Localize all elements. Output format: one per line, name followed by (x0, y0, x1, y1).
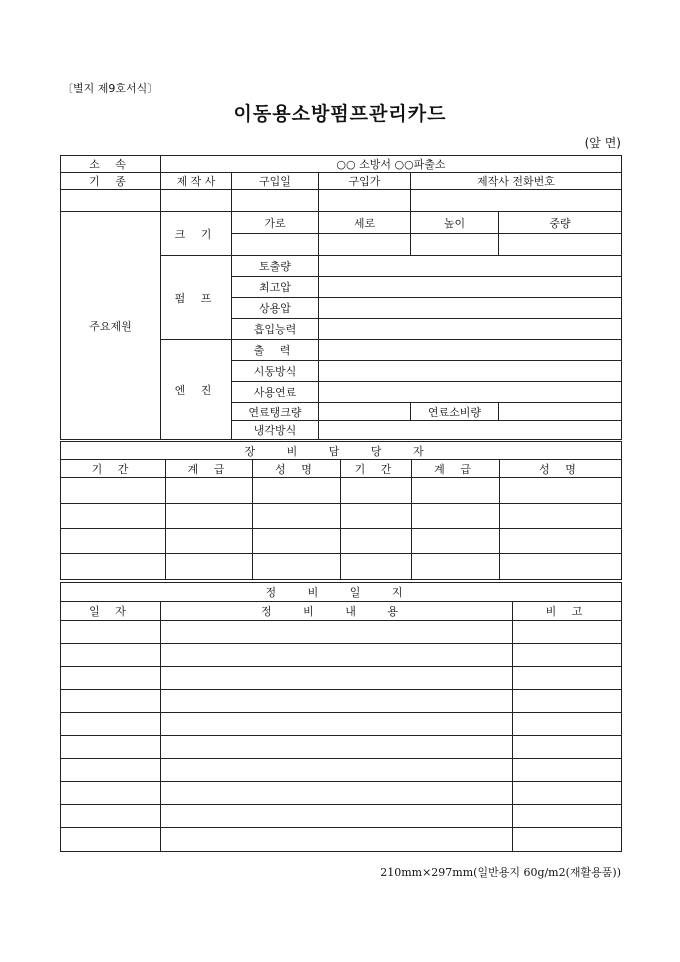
maker-phone-label: 제작사 전화번호 (411, 173, 622, 190)
fuel-label: 사용연료 (232, 382, 319, 403)
rank-label-2: 계 급 (412, 460, 500, 478)
log-date-cell[interactable] (61, 736, 161, 759)
size-label: 크 기 (161, 212, 232, 256)
manager-cell[interactable] (166, 554, 253, 580)
affiliation-label: 소 속 (61, 156, 161, 173)
manager-cell[interactable] (166, 529, 253, 554)
log-date-cell[interactable] (61, 713, 161, 736)
paper-spec-footer: 210mm×297mm(일반용지 60g/m2(재활용품)) (380, 866, 621, 879)
log-remarks-cell[interactable] (513, 713, 622, 736)
manager-cell[interactable] (341, 554, 412, 580)
log-date-cell[interactable] (61, 667, 161, 690)
equipment-info-table (60, 155, 622, 440)
log-content-cell[interactable] (161, 736, 513, 759)
manager-cell[interactable] (500, 478, 622, 504)
cooling-label: 냉각방식 (232, 421, 319, 440)
log-content-cell[interactable] (161, 782, 513, 805)
manager-cell[interactable] (253, 529, 341, 554)
working-pressure-label: 상용압 (232, 298, 319, 319)
affiliation-value[interactable]: ○○ 소방서 ○○파출소 (161, 156, 622, 173)
fuel-consumption-label: 연료소비량 (411, 403, 499, 421)
manager-cell[interactable] (500, 529, 622, 554)
maintenance-section-title: 정 비 일 지 (61, 583, 622, 602)
manager-cell[interactable] (253, 504, 341, 529)
fuel-tank-cell[interactable] (319, 403, 411, 421)
fuel-cell[interactable] (319, 382, 622, 403)
weight-cell[interactable] (499, 234, 622, 256)
log-content-cell[interactable] (161, 690, 513, 713)
working-pressure-cell[interactable] (319, 298, 622, 319)
max-pressure-cell[interactable] (319, 277, 622, 298)
name-label-2: 성 명 (500, 460, 622, 478)
log-date-cell[interactable] (61, 805, 161, 828)
fuel-tank-label: 연료탱크량 (232, 403, 319, 421)
log-remarks-cell[interactable] (513, 667, 622, 690)
period-label-1: 기 간 (61, 460, 166, 478)
log-content-cell[interactable] (161, 644, 513, 667)
remarks-label: 비 고 (513, 602, 622, 621)
date-label: 일 자 (61, 602, 161, 621)
log-remarks-cell[interactable] (513, 736, 622, 759)
manager-cell[interactable] (500, 504, 622, 529)
start-method-cell[interactable] (319, 361, 622, 382)
manager-table (60, 441, 622, 580)
log-content-cell[interactable] (161, 805, 513, 828)
maintenance-table (60, 582, 622, 852)
manager-cell[interactable] (341, 529, 412, 554)
manager-cell[interactable] (253, 554, 341, 580)
log-remarks-cell[interactable] (513, 644, 622, 667)
manager-cell[interactable] (253, 478, 341, 504)
output-cell[interactable] (319, 340, 622, 361)
manager-cell[interactable] (341, 504, 412, 529)
discharge-label: 토출량 (232, 256, 319, 277)
manager-cell[interactable] (61, 478, 166, 504)
log-date-cell[interactable] (61, 621, 161, 644)
log-content-cell[interactable] (161, 759, 513, 782)
page-title: 이동용소방펌프관리카드 (233, 103, 447, 125)
model-cell[interactable] (61, 190, 161, 212)
manager-cell[interactable] (412, 478, 500, 504)
purchase-date-label: 구입일 (232, 173, 319, 190)
engine-label: 엔 진 (161, 340, 232, 440)
log-content-cell[interactable] (161, 667, 513, 690)
log-date-cell[interactable] (61, 828, 161, 852)
height-cell[interactable] (411, 234, 499, 256)
manager-cell[interactable] (166, 504, 253, 529)
log-date-cell[interactable] (61, 759, 161, 782)
suction-cell[interactable] (319, 319, 622, 340)
name-label-1: 성 명 (253, 460, 341, 478)
maker-phone-cell[interactable] (411, 190, 622, 212)
log-date-cell[interactable] (61, 644, 161, 667)
suction-label: 흡입능력 (232, 319, 319, 340)
max-pressure-label: 최고압 (232, 277, 319, 298)
length-label: 세로 (319, 212, 411, 234)
manager-cell[interactable] (61, 504, 166, 529)
pump-label: 펌 프 (161, 256, 232, 340)
log-remarks-cell[interactable] (513, 759, 622, 782)
content-label: 정 비 내 용 (161, 602, 513, 621)
side-indicator: (앞 면) (584, 136, 621, 150)
log-date-cell[interactable] (61, 690, 161, 713)
log-remarks-cell[interactable] (513, 690, 622, 713)
log-remarks-cell[interactable] (513, 805, 622, 828)
purchase-price-label: 구입가 (319, 173, 411, 190)
manager-cell[interactable] (61, 529, 166, 554)
maker-label: 제 작 사 (161, 173, 232, 190)
manager-cell[interactable] (412, 554, 500, 580)
log-remarks-cell[interactable] (513, 782, 622, 805)
log-remarks-cell[interactable] (513, 621, 622, 644)
purchase-price-cell[interactable] (319, 190, 411, 212)
manager-section-title: 장 비 담 당 자 (61, 442, 622, 460)
rank-label-1: 계 급 (166, 460, 253, 478)
manager-cell[interactable] (61, 554, 166, 580)
log-date-cell[interactable] (61, 782, 161, 805)
manager-cell[interactable] (166, 478, 253, 504)
form-number: 〔별지 제9호서식〕 (62, 82, 159, 95)
manager-cell[interactable] (412, 529, 500, 554)
log-content-cell[interactable] (161, 713, 513, 736)
output-label: 출 력 (232, 340, 319, 361)
purchase-date-cell[interactable] (232, 190, 319, 212)
width-cell[interactable] (232, 234, 319, 256)
maker-cell[interactable] (161, 190, 232, 212)
start-method-label: 시동방식 (232, 361, 319, 382)
log-content-cell[interactable] (161, 828, 513, 852)
main-specs-label: 주요제원 (61, 212, 161, 440)
manager-cell[interactable] (412, 504, 500, 529)
period-label-2: 기 간 (341, 460, 412, 478)
log-remarks-cell[interactable] (513, 828, 622, 852)
manager-cell[interactable] (500, 554, 622, 580)
fuel-consumption-cell[interactable] (499, 403, 622, 421)
log-content-cell[interactable] (161, 621, 513, 644)
length-cell[interactable] (319, 234, 411, 256)
weight-label: 중량 (499, 212, 622, 234)
height-label: 높이 (411, 212, 499, 234)
discharge-cell[interactable] (319, 256, 622, 277)
manager-cell[interactable] (341, 478, 412, 504)
model-label: 기 종 (61, 173, 161, 190)
cooling-cell[interactable] (319, 421, 622, 440)
width-label: 가로 (232, 212, 319, 234)
